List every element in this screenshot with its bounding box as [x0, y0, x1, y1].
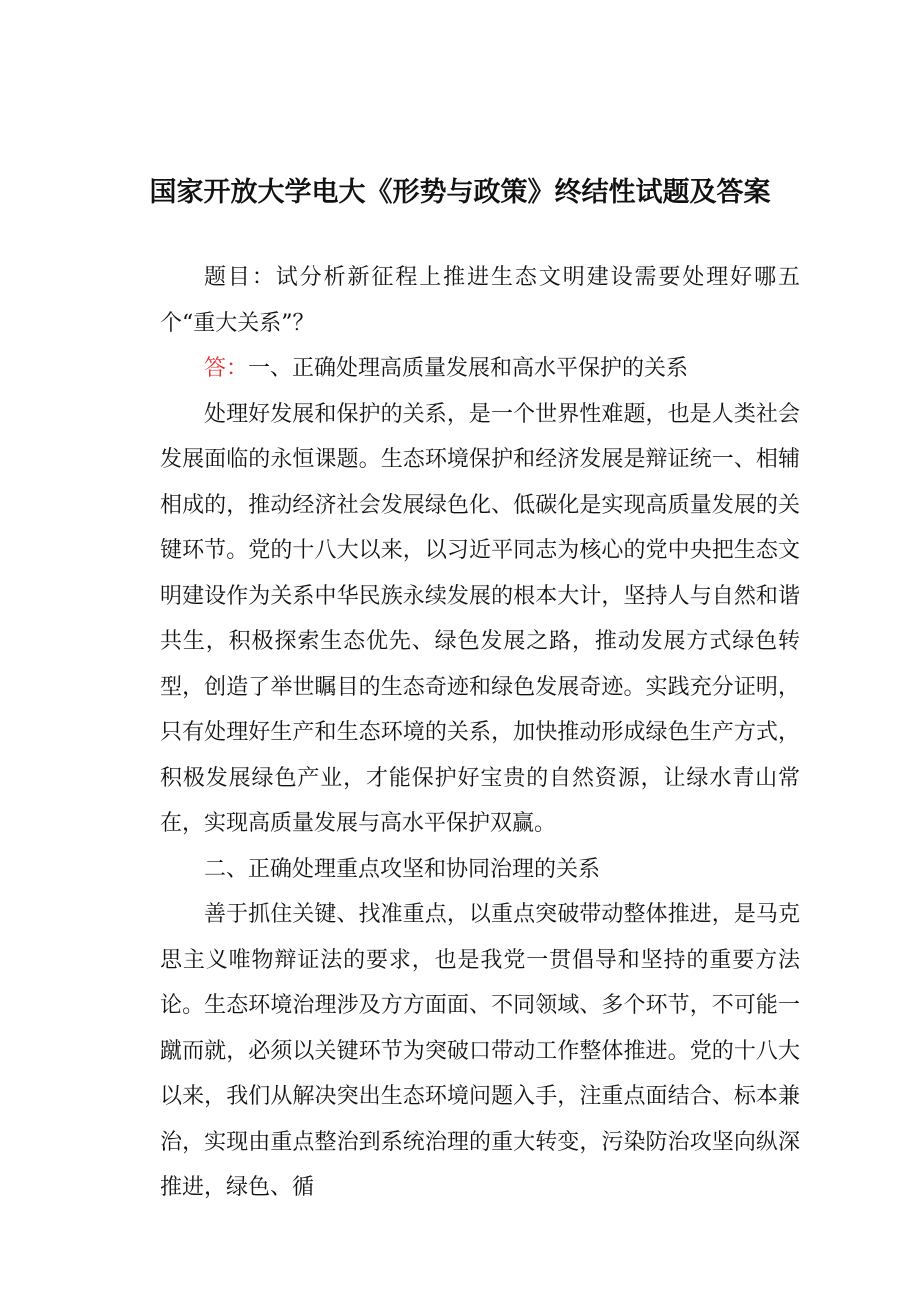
section1-heading: 一、正确处理高质量发展和高水平保护的关系: [248, 356, 689, 381]
section1-paragraph: 处理好发展和保护的关系，是一个世界性难题，也是人类社会发展面临的永恒课题。生态环境保护和经济发展是辩证统一、相辅相成的，推动经济社会发展绿色化、低碳化是实现高质量发展的关键环节。党的十八大以来，以习近平同志为核心的党中央把生态文明建设作为关系中华民族永续发展的根本大计，坚持人与自然和谐共生，积极探索生态优先、绿色发展之路，推动发展方式绿色转型，创造了举世瞩目的生态奇迹和绿色发展奇迹。实践充分证明，只有处理好生产和生态环境的关系，加快推动形成绿色生产方式，积极发展绿色产业，才能保护好宝贵的自然资源，让绿水青山常在，实现高质量发展与高水平保护双赢。: [160, 401, 800, 836]
answer-label: 答：: [204, 356, 249, 381]
section2-heading: 二、正确处理重点攻坚和协同治理的关系: [204, 856, 601, 882]
answer-paragraph: [160, 346, 800, 392]
document-body: [160, 255, 800, 1211]
question-paragraph: 题目：试分析新征程上推进生态文明建设需要处理好哪五个“重大关系”？: [160, 265, 800, 336]
section2-paragraph: 善于抓住关键、找准重点，以重点突破带动整体推进，是马克思主义唯物辩证法的要求，也是我党一贯倡导和坚持的重要方法论。生态环境治理涉及方方面面、不同领域、多个环节，不可能一蹴而就，必须以关键环节为突破口带动工作整体推进。党的十八大以来，我们从解决突出生态环境问题入手，注重点面结合、标本兼治，实现由重点整治到系统治理的重大转变，污染防治攻坚向纵深推进，绿色、循: [160, 902, 800, 1200]
document-title: 国家开放大学电大《形势与政策》终结性试题及答案: [149, 177, 771, 208]
